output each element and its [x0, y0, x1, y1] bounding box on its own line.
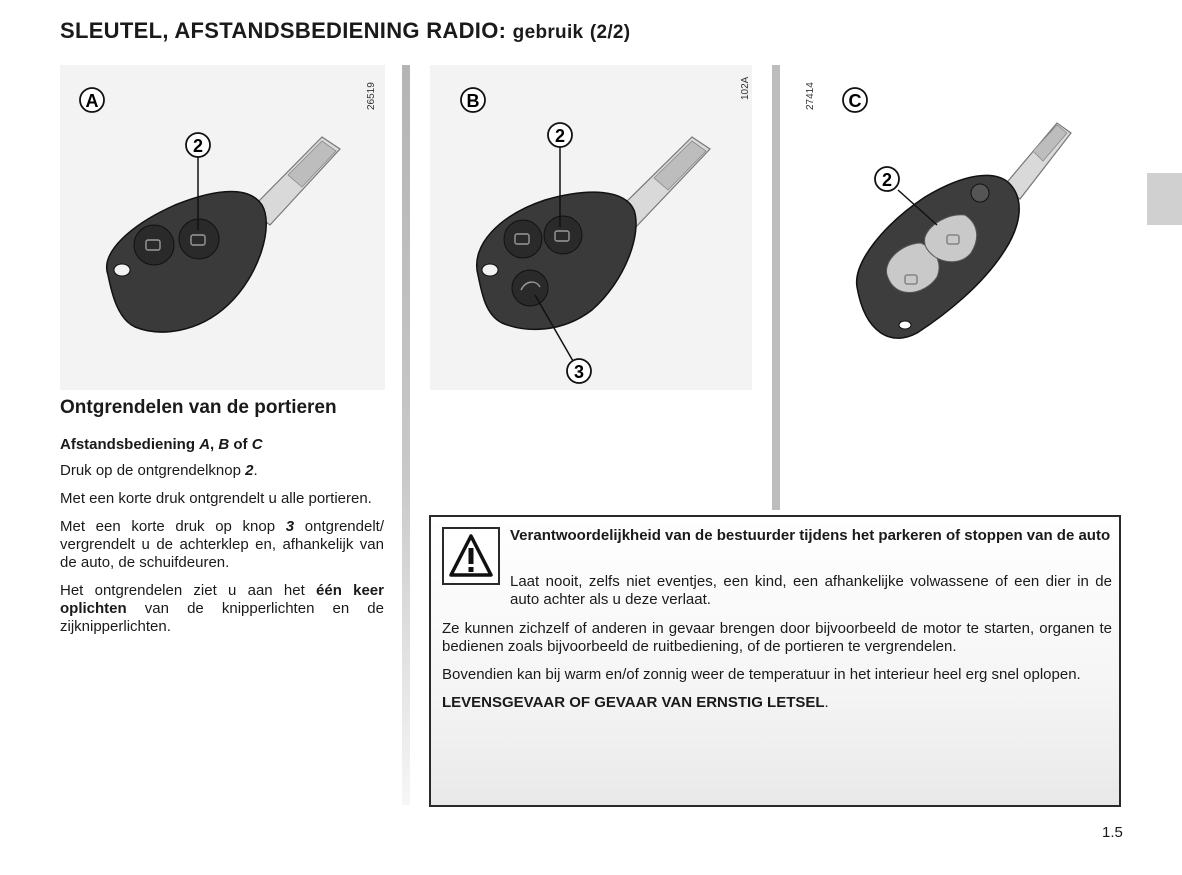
remote-subheading	[60, 436, 384, 454]
ref-button-3: 3	[285, 518, 295, 535]
figure-code-c: 27414	[805, 82, 816, 110]
p1-text: Druk op de ontgrendelknop	[60, 462, 246, 479]
paragraph-button-3	[60, 518, 384, 572]
page-title	[60, 18, 630, 44]
title-page-indicator: (2/2)	[589, 22, 631, 43]
figure-letter-b: B	[466, 91, 480, 111]
warning-box	[429, 515, 1121, 807]
warning-paragraph: Bovendien kan bij warm en/of zonnig weer de temperatuur in het interieur heel erg snel oplopen.	[442, 666, 1081, 683]
section-heading: Ontgrendelen van de portieren	[60, 397, 337, 418]
column-divider	[772, 65, 780, 510]
unlock-button	[179, 219, 219, 259]
figure-letter-c: C	[848, 91, 862, 111]
key-fob-body	[107, 192, 267, 332]
figure-code-a: 26519	[366, 82, 377, 110]
p4-bold: één keer oplichten	[60, 582, 384, 617]
warning-paragraph: Ze kunnen zichzelf of anderen in gevaar brengen door bijvoorbeeld de motor te starten, organen te bedienen zoals bijvoorbeeld de ruitbediening, of de portieren te vergrendelen.	[442, 620, 1112, 655]
warning-triangle-icon	[442, 527, 500, 585]
figure-a-key-remote	[60, 65, 385, 390]
callout-label-3: 3	[573, 362, 585, 382]
ref-c: C	[251, 436, 263, 453]
section-body	[60, 436, 384, 646]
figure-c-flip-key	[795, 65, 1125, 355]
warning-danger-line	[442, 694, 1112, 712]
ref-button-2: 2	[245, 462, 254, 479]
paragraph-indicators	[60, 582, 384, 636]
paragraph-unlock-button	[60, 462, 384, 480]
warning-paragraph: Laat nooit, zelfs niet eventjes, een kind, een afhankelijke volwassene of een dier in de auto achter als u deze verlaat.	[510, 573, 1112, 608]
danger-text: LEVENSGEVAAR OF GEVAAR VAN ERNSTIG LETSEL	[442, 694, 825, 711]
key-fob-body	[477, 192, 636, 329]
figure-b-key-remote	[430, 65, 752, 390]
column-divider	[402, 65, 410, 805]
key-remote-c-illustration	[795, 65, 1125, 355]
warning-heading: Verantwoordelijkheid van de bestuurder tijdens het parkeren of stoppen van de auto	[510, 527, 1111, 544]
key-remote-a-illustration	[60, 65, 385, 390]
key-remote-b-illustration	[430, 65, 752, 390]
section-tab-marker	[1147, 173, 1182, 225]
p3-pre: Met een korte druk op knop	[60, 518, 286, 535]
subheading-prefix: Afstandsbediening	[60, 436, 200, 453]
ref-a: A	[199, 436, 211, 453]
page-number: 1.5	[1102, 824, 1123, 841]
danger-period: .	[824, 694, 829, 711]
warning-body	[442, 620, 1112, 722]
ref-b: B	[218, 436, 230, 453]
unlock-button	[544, 216, 582, 254]
figure-letter-a: A	[85, 91, 99, 111]
title-main: SLEUTEL, AFSTANDSBEDIENING RADIO:	[60, 18, 507, 43]
subheading-of: of	[229, 436, 252, 453]
p4-post: van de knipperlichten en de zijknipperlichten.	[60, 600, 384, 635]
trunk-button	[512, 270, 548, 306]
paragraph-short-press: Met een korte druk ontgrendelt u alle portieren.	[60, 490, 372, 507]
p3-post: ontgrendelt/ vergrendelt u de achterklep en, afhankelijk van de auto, de schuifdeuren.	[60, 518, 384, 571]
callout-label-2: 2	[554, 126, 566, 146]
lock-button	[134, 225, 174, 265]
callout-label-2: 2	[192, 136, 204, 156]
lock-button	[504, 220, 542, 258]
p1-end: .	[253, 462, 258, 479]
figure-code-b: 102A	[740, 76, 751, 100]
p4-pre: Het ontgrendelen ziet u aan het	[60, 582, 317, 599]
callout-label-2: 2	[881, 170, 893, 190]
subheading-separator: ,	[210, 436, 219, 453]
title-sub: gebruik	[512, 22, 584, 43]
